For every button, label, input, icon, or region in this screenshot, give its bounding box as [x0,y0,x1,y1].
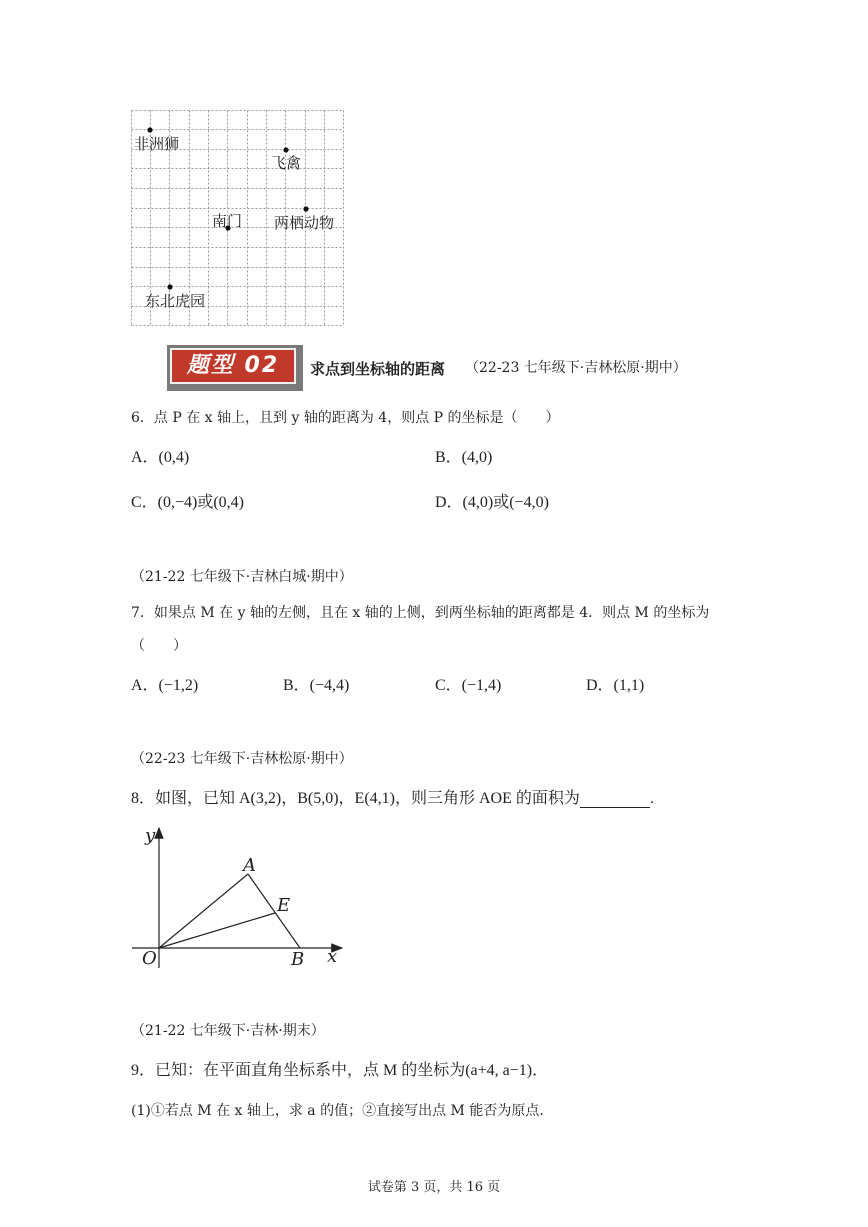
q9-part1: (1)①若点 M 在 x 轴上，求 a 的值；②直接写出点 M 能否为原点． [131,1103,554,1119]
q7-source: （21-22 七年级下·吉林白城·期中） [131,569,353,585]
q8-label-y: y [145,825,156,846]
q8-stem-text: 8．如图，已知 A(3,2)，B(5,0)，E(4,1)，则三角形 AOE 的面积为 [131,790,580,807]
map-label-tiger: 东北虎园 [145,292,206,310]
section-badge [167,345,303,391]
point-amphibians [303,206,308,211]
q7-stem-line1: 7．如果点 M 在 y 轴的左侧，且在 x 轴的上侧，到两坐标轴的距离都是 4．则点 M 的坐标为 [131,605,710,621]
q8-label-o: O [142,948,157,969]
point-tiger [167,284,172,289]
q8-label-x: x [327,946,338,967]
map-label-amphibians: 两栖动物 [274,214,335,232]
section-badge-text: 题型 02 [170,348,296,384]
q6-option-b: B．(4,0) [435,449,493,466]
q7-option-c: C．(−1,4) [435,677,502,694]
q9-stem: 9．已知：在平面直角坐标系中，点 M 的坐标为(a+4, a−1)． [131,1062,549,1079]
page-footer: 试卷第 3 页，共 16 页 [367,1180,501,1195]
q6-option-d: D．(4,0)或(−4,0) [435,494,549,511]
q7-option-a: A．(−1,2) [131,677,199,694]
q7-option-d: D．(1,1) [586,677,645,694]
section-source: （22-23 七年级下·吉林松原·期中） [465,360,687,376]
q8-stem [131,790,664,808]
section-title: 求点到坐标轴的距离 [310,360,446,378]
q9-source: （21-22 七年级下·吉林·期末） [131,1023,325,1039]
map-label-lion: 非洲狮 [134,135,180,153]
segment-OE [159,913,275,948]
q6-stem: 6．点 P 在 x 轴上，且到 y 轴的距离为 4，则点 P 的坐标是（ ） [131,410,560,426]
q8-stem-end: ． [649,791,664,807]
q8-answer-blank[interactable] [580,793,650,808]
segment-OA [159,874,248,948]
q8-source: （22-23 七年级下·吉林松原·期中） [131,751,353,767]
point-lion [147,127,152,132]
q6-option-a: A．(0,4) [131,449,190,466]
q7-option-b: B．(−4,4) [283,677,350,694]
q8-figure [128,822,350,972]
q8-label-a: A [243,855,256,876]
segment-AB [248,874,300,948]
map-label-birds: 飞禽 [271,154,302,172]
map-label-gate: 南门 [212,212,243,230]
q7-stem-line2: （ ） [131,638,187,654]
q6-option-c: C．(0,−4)或(0,4) [131,494,245,511]
q8-label-b: B [291,949,305,970]
q8-figure-svg [128,822,350,972]
q8-label-e: E [277,895,291,916]
